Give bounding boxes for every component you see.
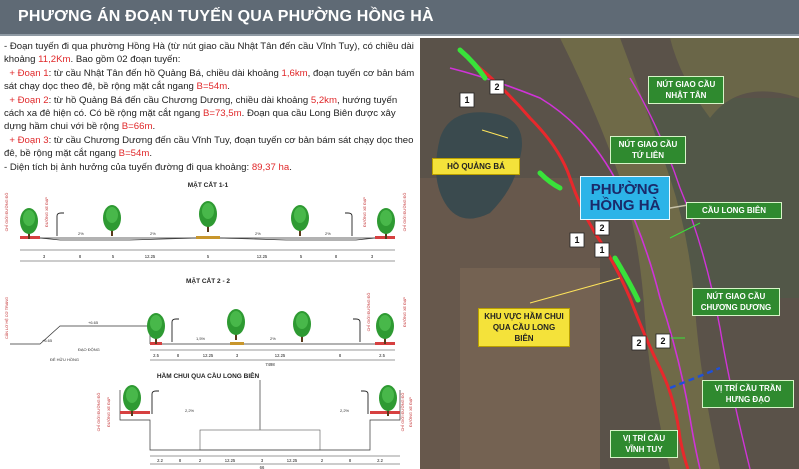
tunnel-dim: 8 [348, 458, 352, 463]
label-line: VĨNH TUY [625, 445, 663, 454]
section-1-dim: 3 [370, 254, 374, 259]
label-line: CHƯƠNG DƯƠNG [700, 303, 772, 312]
segment-3-text: : từ cầu Chương Dương đến cầu Vĩnh Tuy, đoạn tuyến cơ bản bám sát chạy dọc theo đê, bề rộng mặt cắt ngang [4, 134, 414, 160]
label-ho-quang-ba [432, 158, 520, 175]
segment-3-end: . [149, 148, 153, 160]
section-1-tree-icon [377, 208, 395, 239]
segment-1-width: B=54m [196, 81, 228, 93]
tunnel-label-right: CHỈ GIỚI ĐƯỜNG ĐỎ [401, 392, 405, 432]
section-1-lamp-icon [345, 213, 352, 236]
label-cau-long-bien [686, 202, 782, 219]
section-marker-label: 2 [599, 223, 605, 233]
label-line: QUA CẦU LONG BIÊN [492, 323, 556, 343]
label-line: NHẬT TÂN [665, 91, 707, 100]
tunnel-slope: 2,2% [340, 408, 350, 413]
section-2-label-right: CHỈ GIỚI ĐƯỜNG ĐỎ [367, 292, 371, 332]
segment-1-length: 1,6km [281, 67, 308, 79]
section-3-title: HẦM CHUI QUA CẦU LONG BIÊN [156, 373, 260, 380]
section-1-dim: 5 [111, 254, 115, 259]
segment-3-width: B=54m [118, 148, 150, 160]
section-1-dim: 8 [78, 254, 82, 259]
section-1-dim: 3 [42, 254, 46, 259]
tunnel-slope: 2,2% [185, 408, 195, 413]
segment-2-tunnel-width: B=66m [121, 121, 153, 133]
tunnel-box [200, 430, 320, 450]
tunnel-dim: 8 [178, 458, 182, 463]
tunnel-dim: 3 [260, 458, 264, 463]
segment-1-text-b: , đoạn tuyến cơ bản bám sát chạy dọc theo đê, bề rộng mặt cắt ngang [4, 67, 415, 93]
label-nut-giao-tu-lien [610, 136, 686, 164]
segment-2-label: + Đoạn 2 [9, 94, 49, 106]
page-title: PHƯƠNG ÁN ĐOẠN TUYẾN QUA PHƯỜNG HỒNG HÀ [18, 8, 434, 25]
section-2-median [230, 342, 244, 345]
satellite-map[interactable] [420, 38, 799, 469]
segment-1-label: + Đoạn 1 [9, 67, 49, 79]
section-2-tree-icon [376, 313, 394, 344]
tunnel-curb-right [370, 411, 400, 414]
section-2-level: +6.65 [42, 338, 53, 343]
label-khu-vuc-ham-chui [478, 308, 570, 347]
section-2-dao-dong: ĐẠO ĐỘNG [78, 347, 100, 352]
label-phuong-hong-ha [580, 176, 670, 220]
area-end: . [289, 161, 292, 173]
label-line: HỒNG HÀ [589, 197, 661, 214]
area-text: - Diện tích bị ảnh hưởng của tuyến đường đi qua khoảng: [4, 161, 252, 173]
section-1-dim: 5 [206, 254, 210, 259]
section-1-slope: 2% [325, 231, 331, 236]
section-marker-label: 1 [464, 95, 470, 105]
section-marker-label: 1 [599, 245, 605, 255]
label-line: CẦU LONG BIÊN [702, 206, 766, 215]
section-2-lamp-icon [353, 319, 360, 342]
label-cau-vinh-tuy [610, 430, 678, 458]
section-2-dike [10, 326, 150, 344]
segment-2-text-c: . Đoạn qua cầu Long Biên được xây dựng hầm chui với bề rộng [4, 108, 396, 133]
section-1-dim: 12.25 [256, 254, 268, 259]
label-line: HỒ QUẢNG BÁ [447, 162, 505, 171]
intro-text-end: . Bao gồm 02 đoạn tuyến: [70, 54, 181, 66]
intro-length: 11,2Km [38, 54, 71, 66]
section-marker-label: 2 [494, 82, 500, 92]
section-1-tree-icon [199, 201, 217, 232]
label-line: HƯNG ĐẠO [725, 395, 771, 404]
section-1-label-left-2: ĐƯỜNG XE ĐẠP [45, 197, 49, 227]
section-1-label-left: CHỈ GIỚI ĐƯỜNG ĐỎ [5, 192, 9, 232]
label-cau-tran-hung-dao [702, 380, 794, 408]
section-2-lamp-icon [172, 319, 179, 342]
section-1-slope: 2% [255, 231, 261, 236]
description-text [4, 40, 416, 174]
label-line: VỊ TRÍ CẦU TRẦN [714, 384, 782, 393]
section-2-dim: 3 [235, 353, 239, 358]
section-marker-label: 1 [574, 235, 580, 245]
intro-paragraph [4, 40, 416, 67]
area-paragraph [4, 161, 416, 174]
tunnel-label-left-2: ĐƯỜNG XE ĐẠP [107, 397, 111, 427]
section-2-dim: 12.25 [202, 353, 214, 358]
label-line: KHU VỰC HẦM CHUI [484, 312, 564, 321]
segment-2-text: : từ hồ Quảng Bá đến cầu Chương Dương, chiều dài khoảng [48, 94, 311, 106]
tunnel-dim: 12.25 [286, 458, 298, 463]
tunnel-dim: 2 [198, 458, 202, 463]
section-2-dim: 12.25 [274, 353, 286, 358]
label-nut-giao-chuong-duong [692, 288, 780, 316]
section-2-tree-icon [293, 311, 311, 342]
section-1-label-right-2: CHỈ GIỚI ĐƯỜNG ĐỎ [403, 192, 407, 232]
section-1-tree-icon [103, 205, 121, 236]
section-1-dim: 12.25 [144, 254, 156, 259]
section-2-dim: 8 [176, 353, 180, 358]
tunnel-curb-left [120, 411, 150, 414]
area-value: 89,37 ha [251, 161, 290, 173]
label-nut-giao-nhat-tan [648, 76, 724, 104]
section-2-dim: 2.5 [153, 353, 159, 358]
section-1-dim: 5 [299, 254, 303, 259]
cross-section-drawings [0, 180, 416, 469]
tunnel-label-left: CHỈ GIỚI ĐƯỜNG ĐỎ [97, 392, 101, 432]
section-2-level: +6.65 [88, 320, 99, 325]
intro-text: - Đoạn tuyến đi qua phường Hồng Hà (từ nút giao cầu Nhật Tân đến cầu Vĩnh Tuy), có chiều dài khoảng [4, 41, 414, 66]
section-1-dim: 8 [334, 254, 338, 259]
section-1-label-right: ĐƯỜNG XE ĐẠP [363, 197, 367, 227]
tunnel-total: 66 [259, 465, 265, 469]
section-2-dim: 2.5 [379, 353, 385, 358]
segment-1-text: : từ cầu Nhật Tân đến hồ Quảng Bá, chiều dài khoảng [48, 67, 282, 79]
section-marker-label: 2 [636, 338, 642, 348]
segment-2-width: B=73,5m [202, 108, 242, 120]
section-1-lamp-icon [57, 213, 64, 236]
section-2-slope: 1,5% [196, 336, 206, 341]
section-marker-label: 2 [660, 336, 666, 346]
section-1-tree-icon [291, 205, 309, 236]
segment-2-end: . [152, 121, 156, 133]
tunnel-lamp-icon [152, 391, 159, 414]
tunnel-dim: 2 [320, 458, 324, 463]
title-underline [0, 34, 799, 36]
tunnel-label-right-2: ĐƯỜNG XE ĐẠP [409, 397, 413, 427]
tunnel-dim: 12.25 [224, 458, 236, 463]
label-line: NÚT GIAO CẦU [618, 140, 678, 149]
section-2-dike-label: ĐÊ HỮU HỒNG [50, 357, 79, 362]
section-2-dim: 8 [338, 353, 342, 358]
section-2-total: 7498 [265, 362, 275, 367]
label-line: NÚT GIAO CẦU [706, 292, 766, 301]
segment-2-text-b: , hướng tuyến cách xa đê hiện có. Có bề rộng mặt cắt ngang [4, 94, 398, 120]
section-2-label-right-2: ĐƯỜNG XE ĐẠP [403, 297, 407, 327]
urban-area-dense [460, 268, 600, 469]
label-line: TỨ LIÊN [632, 151, 664, 160]
section-1-median [196, 236, 220, 239]
section-2-slope: 2% [270, 336, 276, 341]
segment-1-paragraph [4, 67, 416, 94]
segment-3-paragraph [4, 134, 416, 161]
segment-1-end: . [227, 81, 230, 93]
title-bar [0, 0, 799, 36]
label-line: VỊ TRÍ CẦU [622, 434, 666, 443]
section-1-title: MẶT CẮT 1-1 [187, 182, 229, 189]
section-2-title: MẶT CẮT 2 - 2 [185, 278, 231, 285]
segment-2-length: 5,2km [310, 94, 337, 106]
tunnel-lamp-icon [361, 391, 368, 414]
segment-3-label: + Đoạn 3 [9, 134, 49, 146]
section-1-tree-icon [20, 208, 38, 239]
label-line: PHƯỜNG [590, 181, 660, 198]
section-1-slope: 2% [150, 231, 156, 236]
label-line: NÚT GIAO CẦU [656, 80, 716, 89]
section-2-tree-icon [227, 309, 245, 340]
segment-2-paragraph [4, 94, 416, 134]
tunnel-dim: 2.2 [377, 458, 383, 463]
section-1-slope: 2% [78, 231, 84, 236]
section-2-label-left: CÂN LƠ HỆ CƠ TRANG [5, 296, 9, 340]
tunnel-dim: 2.2 [157, 458, 163, 463]
